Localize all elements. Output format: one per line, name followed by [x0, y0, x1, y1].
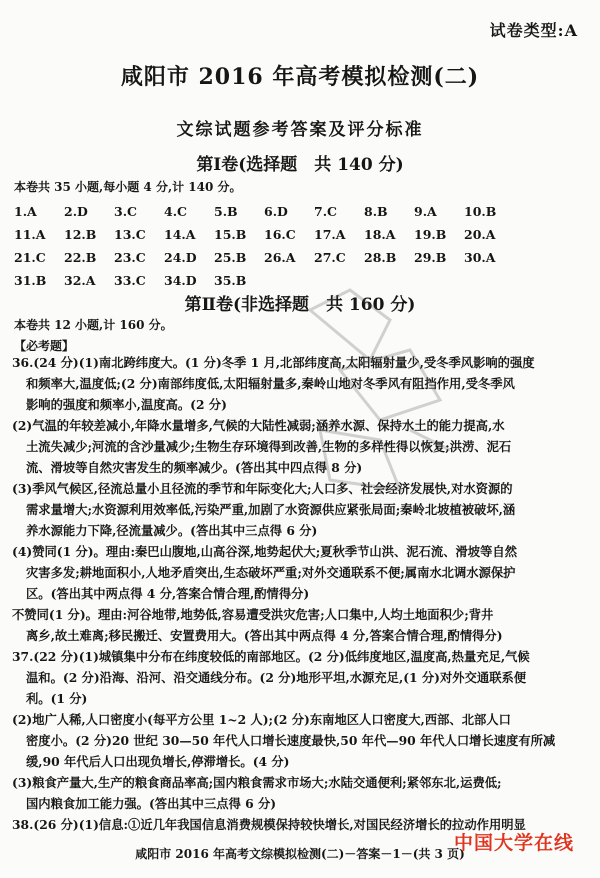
- multiple-choice-answers: [14, 200, 514, 292]
- answer-line: (3)粮食产量大,生产的粮食商品率高;国内粮食需求市场大;水陆交通便利;紧邻东北,运费低;: [12, 775, 502, 790]
- answer-line: 流、滑坡等自然灾害发生的频率减少。(答出其中四点得 8 分): [26, 460, 363, 475]
- answer-item: 25.B: [214, 250, 247, 265]
- answer-line: 和频率大,温度低;(2 分)南部纬度低,太阳辐射量多,秦岭山地对冬季风有阻挡作用,受冬季风: [26, 376, 515, 391]
- answer-line: 需求量增大;水资源利用效率低,污染严重,加剧了水资源供应紧张局面;秦岭北坡植被破坏,涵: [26, 502, 516, 517]
- answer-item: 31.B: [14, 273, 47, 288]
- answer-item: 27.C: [314, 250, 346, 265]
- answer-line: 离乡,故土难离;移民搬迁、安置费用大。(答出其中两点得 4 分,答案合情合理,酌情得分): [26, 628, 503, 643]
- site-watermark: 中国大学在线: [453, 832, 574, 854]
- answer-line: 养水源能力下降,径流量减少。(答出其中三点得 6 分): [26, 523, 318, 538]
- answer-item: 14.A: [164, 227, 196, 242]
- part2-note: 本卷共 12 小题,计 160 分。: [14, 318, 173, 332]
- answer-item: 29.B: [414, 250, 447, 265]
- answer-item: 11.A: [14, 227, 46, 242]
- answer-item: 4.C: [164, 204, 187, 219]
- answer-line: (3)季风气候区,径流总量小且径流的季节和年际变化大;人口多、社会经济发展快,对水资源的: [12, 481, 513, 496]
- answer-row: [14, 200, 514, 223]
- answer-item: 34.D: [164, 273, 197, 288]
- answer-item: 33.C: [114, 273, 146, 288]
- required-questions-label: 【必考题】: [14, 339, 75, 353]
- answer-line: 密度小。(2 分)20 世纪 30—50 年代人口增长速度最快,50 年代—90 年代人口增长速度有所减: [26, 733, 556, 748]
- answer-line: 36.(24 分)(1)南北跨纬度大。(1 分)冬季 1 月,北部纬度高,太阳辐射量少,受冬季风影响的强度: [12, 355, 535, 370]
- answer-line: (2)地广人稀,人口密度小(每平方公里 1~2 人);(2 分)东南地区人口密度大,西部、北部人口: [12, 712, 511, 727]
- answer-item: 23.C: [114, 250, 146, 265]
- answer-item: 1.A: [14, 204, 37, 219]
- answer-item: 22.B: [64, 250, 97, 265]
- answer-item: 32.A: [64, 273, 96, 288]
- answer-item: 12.B: [64, 227, 97, 242]
- answer-line: (2)气温的年较差减小,年降水量增多,气候的大陆性减弱;涵养水源、保持水土的能力提高,水: [12, 418, 505, 433]
- answer-row: [14, 269, 514, 292]
- answer-item: 5.B: [214, 204, 238, 219]
- answer-item: 19.B: [414, 227, 447, 242]
- answer-item: 7.C: [314, 204, 337, 219]
- sub-title: 文综试题参考答案及评分标准: [176, 120, 424, 140]
- answer-line: 不赞同(1 分)。理由:河谷地带,地势低,容易遭受洪灾危害;人口集中,人均土地面积少;背井: [12, 607, 494, 622]
- part2-title: 第Ⅱ卷(非选择题 共 160 分): [184, 295, 416, 315]
- answer-item: 30.A: [464, 250, 496, 265]
- answer-item: 15.B: [214, 227, 247, 242]
- answer-item: 10.B: [464, 204, 497, 219]
- answer-item: 26.A: [264, 250, 296, 265]
- answer-line: (4)赞同(1 分)。理由:秦巴山腹地,山高谷深,地势起伏大;夏秋季节山洪、泥石流、滑坡等自然: [12, 544, 517, 559]
- answer-item: 2.D: [64, 204, 88, 219]
- main-title: 咸阳市 2016 年高考模拟检测(二): [120, 64, 480, 90]
- answer-line: 37.(22 分)(1)城镇集中分布在纬度较低的南部地区。(2 分)低纬度地区,温度高,热量充足,气候: [12, 649, 530, 664]
- answer-item: 17.A: [314, 227, 346, 242]
- answer-line: 国内粮食加工能力强。(答出其中三点得 6 分): [26, 796, 277, 811]
- answer-row: [14, 223, 514, 246]
- answer-item: 20.A: [464, 227, 496, 242]
- answer-line: 38.(26 分)(1)信息:①近几年我国信息消费规模保持较快增长,对国民经济增长的拉动作用明显: [12, 817, 526, 832]
- paper-type-label: 试卷类型:A: [489, 21, 578, 40]
- answer-item: 3.C: [114, 204, 137, 219]
- answer-row: [14, 246, 514, 269]
- part1-note: 本卷共 35 小题,每小题 4 分,计 140 分。: [14, 180, 242, 194]
- answer-item: 28.B: [364, 250, 397, 265]
- answer-item: 8.B: [364, 204, 388, 219]
- answer-item: 18.A: [364, 227, 396, 242]
- answer-line: 利。(1 分): [26, 691, 88, 706]
- part1-title: 第Ⅰ卷(选择题 共 140 分): [196, 155, 404, 175]
- answer-line: 灾害多发;耕地面积小,人地矛盾突出,生态破坏严重;对外交通联系不便;属南水北调水源保护: [26, 565, 516, 580]
- answer-item: 16.C: [264, 227, 296, 242]
- page-footer: 咸阳市 2016 年高考文综模拟检测(二)－答案－1－(共 3 页): [135, 847, 465, 861]
- answer-item: 9.A: [414, 204, 437, 219]
- answer-item: 21.C: [14, 250, 46, 265]
- answer-item: 24.D: [164, 250, 197, 265]
- answer-text-body: [12, 352, 582, 835]
- answer-line: 土流失减少;河流的含沙量减少;生物生存环境得到改善,生物的多样性得以恢复;洪涝、泥石: [26, 439, 512, 454]
- answer-line: 区。(答出其中两点得 4 分,答案合情合理,酌情得分): [26, 586, 310, 601]
- answer-line: 缓,90 年代后人口出现负增长,停滞增长。(4 分): [26, 754, 290, 769]
- answer-item: 13.C: [114, 227, 146, 242]
- answer-line: 温和。(2 分)沿海、沿河、沿交通线分布。(2 分)地形平坦,水源充足,(1 分)对外交通联系便: [26, 670, 527, 685]
- answer-item: 6.D: [264, 204, 288, 219]
- answer-item: 35.B: [214, 273, 247, 288]
- answer-line: 影响的强度和频率小,温度高。(2 分): [26, 397, 227, 412]
